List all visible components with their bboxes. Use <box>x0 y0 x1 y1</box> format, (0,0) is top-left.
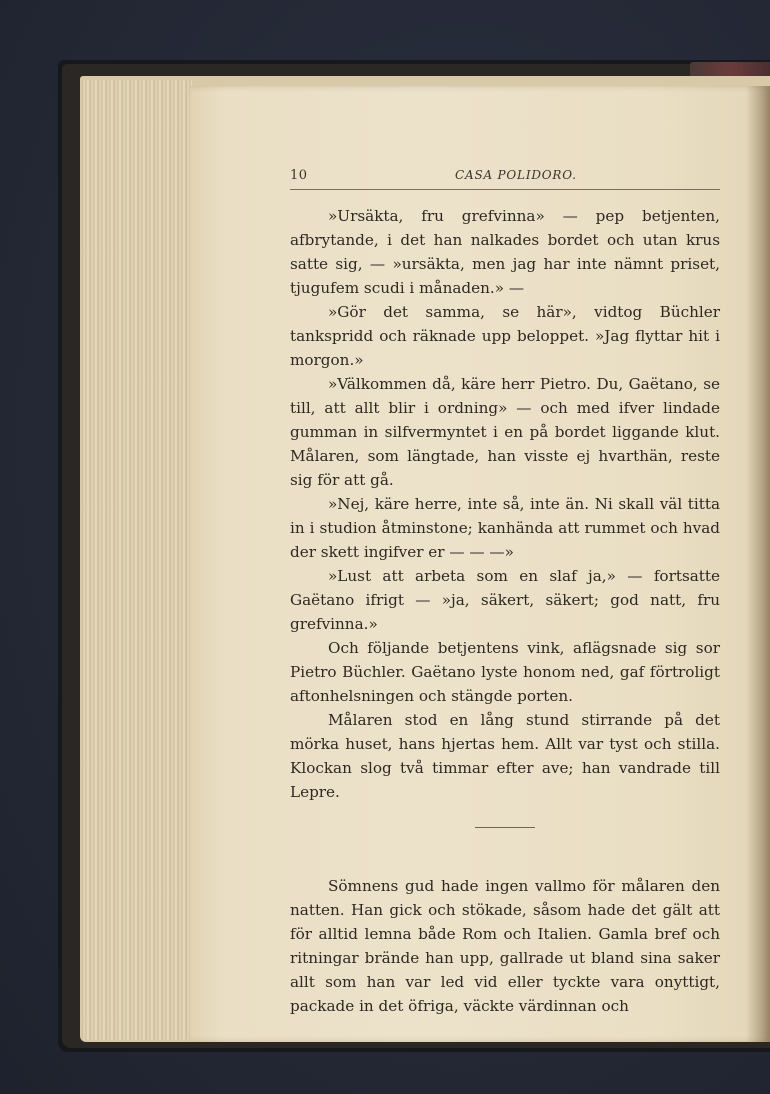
page-number: 10 <box>290 168 308 183</box>
page-edges <box>82 80 192 1040</box>
page-gutter-shadow <box>746 86 770 1042</box>
header-rule <box>290 189 720 190</box>
section-break-rule <box>475 827 535 828</box>
paragraph: »Ursäkta, fru grefvinna» — pep betjenten, afbrytande, i det han nalkades bordet och utan krus satte sig, — »ursäkta, men jag har inte nämnt priset, tjugufem scudi i månaden.» — <box>290 207 720 297</box>
paragraph: »Nej, käre herre, inte så, inte än. Ni skall väl titta in i studion åtminstone; kanhända att rummet och hvad der skett ingifver er — — —» <box>290 495 720 561</box>
paragraph: Och följande betjentens vink, aflägsnade sig sor Pietro Büchler. Gaëtano lyste honom ned, gaf förtroligt aftonhelsningen och stängde porten. <box>290 639 720 705</box>
paragraph: »Gör det samma, se här», vidtog Büchler tankspridd och räknade upp beloppet. »Jag flyttar hit i morgon.» <box>290 303 720 369</box>
paragraph: Målaren stod en lång stund stirrande på det mörka huset, hans hjertas hem. Allt var tyst och stilla. Klockan slog två timmar efter ave; han vandrade till Lepre. <box>290 711 720 801</box>
running-head <box>290 168 720 190</box>
running-title: CASA POLIDORO. <box>455 168 577 182</box>
body-text <box>290 204 720 1018</box>
paragraph: Sömnens gud hade ingen vallmo för målaren den natten. Han gick och stökade, såsom hade det gält att för alltid lemna både Rom och Italien. Gamla bref och ritningar brände han upp, gallrade ut bland sina saker allt som han var led vid eller tyckte vara onyttigt, packade in det öfriga, väckte värdinnan och <box>290 877 720 1015</box>
paragraph: »Välkommen då, käre herr Pietro. Du, Gaëtano, se till, att allt blir i ordning» — och med ifver lindade gumman in silfvermyntet i en på bordet liggande klut. Målaren, som längtade, han visste ej hvarthän, reste sig för att gå. <box>290 375 720 489</box>
paragraph: »Lust att arbeta som en slaf ja,» — fortsatte Gaëtano ifrigt — »ja, säkert, säkert; god natt, fru grefvinna.» <box>290 567 720 633</box>
